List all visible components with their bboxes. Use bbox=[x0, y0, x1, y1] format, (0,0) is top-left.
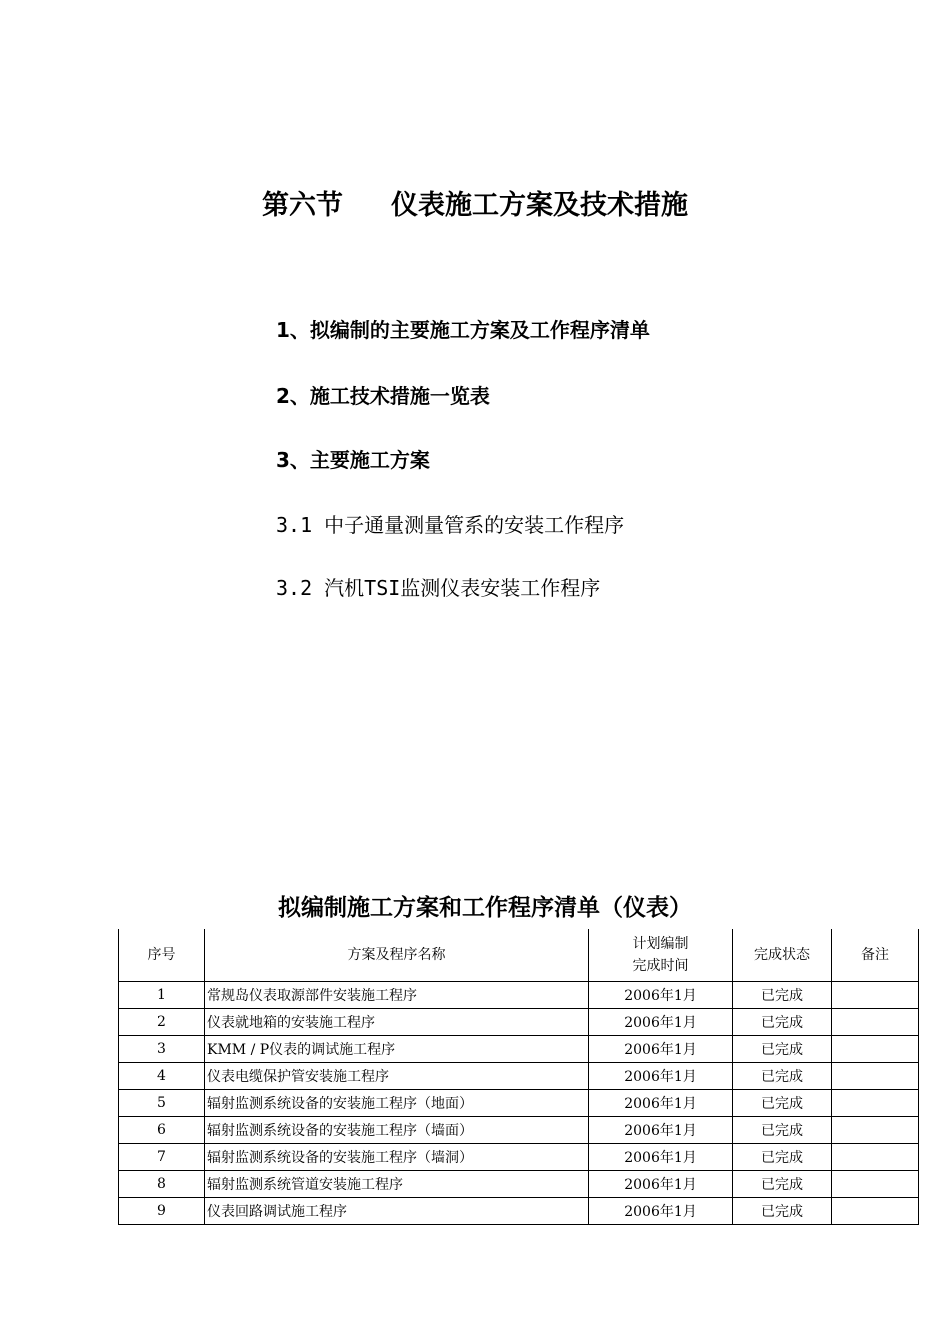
cell-name: 仪表回路调试施工程序 bbox=[205, 1198, 589, 1225]
cell-remark bbox=[832, 1144, 919, 1171]
table-row bbox=[119, 1171, 919, 1198]
cell-remark bbox=[832, 1117, 919, 1144]
table-row bbox=[119, 982, 919, 1009]
section-title-number: 第六节 bbox=[262, 190, 343, 221]
cell-name: 辐射监测系统设备的安装施工程序（墙洞） bbox=[205, 1144, 589, 1171]
table-row bbox=[119, 1198, 919, 1225]
cell-seq: 7 bbox=[119, 1144, 205, 1171]
cell-remark bbox=[832, 1009, 919, 1036]
header-seq: 序号 bbox=[119, 929, 205, 982]
cell-name: 常规岛仪表取源部件安装施工程序 bbox=[205, 982, 589, 1009]
cell-time: 2006年1月 bbox=[589, 1009, 733, 1036]
header-name: 方案及程序名称 bbox=[205, 929, 589, 982]
section-title bbox=[0, 183, 950, 222]
table-header-row bbox=[119, 929, 919, 982]
cell-time: 2006年1月 bbox=[589, 1198, 733, 1225]
cell-remark bbox=[832, 1090, 919, 1117]
cell-status: 已完成 bbox=[733, 1036, 832, 1063]
cell-remark bbox=[832, 1036, 919, 1063]
cell-time: 2006年1月 bbox=[589, 1117, 733, 1144]
cell-name: KMM / P仪表的调试施工程序 bbox=[205, 1036, 589, 1063]
cell-remark bbox=[832, 1171, 919, 1198]
cell-status: 已完成 bbox=[733, 1063, 832, 1090]
cell-time: 2006年1月 bbox=[589, 1144, 733, 1171]
cell-time: 2006年1月 bbox=[589, 982, 733, 1009]
cell-seq: 3 bbox=[119, 1036, 205, 1063]
cell-name: 仪表就地箱的安装施工程序 bbox=[205, 1009, 589, 1036]
cell-status: 已完成 bbox=[733, 1090, 832, 1117]
toc-item: 3、主要施工方案 bbox=[276, 448, 430, 472]
cell-time: 2006年1月 bbox=[589, 1063, 733, 1090]
toc-item: 2、施工技术措施一览表 bbox=[276, 384, 490, 408]
header-time bbox=[589, 929, 733, 982]
toc-item: 3.1 中子通量测量管系的安装工作程序 bbox=[276, 513, 625, 537]
table-row bbox=[119, 1063, 919, 1090]
header-remark: 备注 bbox=[832, 929, 919, 982]
cell-time: 2006年1月 bbox=[589, 1036, 733, 1063]
cell-seq: 6 bbox=[119, 1117, 205, 1144]
header-time-line1: 计划编制 bbox=[632, 936, 689, 952]
header-time-line2: 完成时间 bbox=[632, 958, 689, 974]
table-row bbox=[119, 1009, 919, 1036]
cell-status: 已完成 bbox=[733, 1009, 832, 1036]
cell-remark bbox=[832, 1063, 919, 1090]
cell-status: 已完成 bbox=[733, 1198, 832, 1225]
table-title: 拟编制施工方案和工作程序清单（仪表） bbox=[278, 895, 692, 921]
table-row bbox=[119, 1117, 919, 1144]
cell-status: 已完成 bbox=[733, 982, 832, 1009]
cell-seq: 5 bbox=[119, 1090, 205, 1117]
construction-plan-table bbox=[118, 929, 919, 1225]
cell-seq: 4 bbox=[119, 1063, 205, 1090]
cell-seq: 8 bbox=[119, 1171, 205, 1198]
table-row bbox=[119, 1036, 919, 1063]
cell-status: 已完成 bbox=[733, 1171, 832, 1198]
cell-status: 已完成 bbox=[733, 1144, 832, 1171]
cell-name: 辐射监测系统设备的安装施工程序（墙面） bbox=[205, 1117, 589, 1144]
cell-time: 2006年1月 bbox=[589, 1171, 733, 1198]
section-title-text: 仪表施工方案及技术措施 bbox=[391, 190, 688, 221]
cell-time: 2006年1月 bbox=[589, 1090, 733, 1117]
cell-remark bbox=[832, 1198, 919, 1225]
table-row bbox=[119, 1090, 919, 1117]
toc-item: 3.2 汽机TSI监测仪表安装工作程序 bbox=[276, 576, 601, 600]
cell-name: 辐射监测系统设备的安装施工程序（地面） bbox=[205, 1090, 589, 1117]
cell-remark bbox=[832, 982, 919, 1009]
cell-status: 已完成 bbox=[733, 1117, 832, 1144]
cell-seq: 9 bbox=[119, 1198, 205, 1225]
toc-item: 1、拟编制的主要施工方案及工作程序清单 bbox=[276, 318, 650, 342]
header-status: 完成状态 bbox=[733, 929, 832, 982]
cell-name: 仪表电缆保护管安装施工程序 bbox=[205, 1063, 589, 1090]
cell-name: 辐射监测系统管道安装施工程序 bbox=[205, 1171, 589, 1198]
cell-seq: 2 bbox=[119, 1009, 205, 1036]
table-row bbox=[119, 1144, 919, 1171]
cell-seq: 1 bbox=[119, 982, 205, 1009]
